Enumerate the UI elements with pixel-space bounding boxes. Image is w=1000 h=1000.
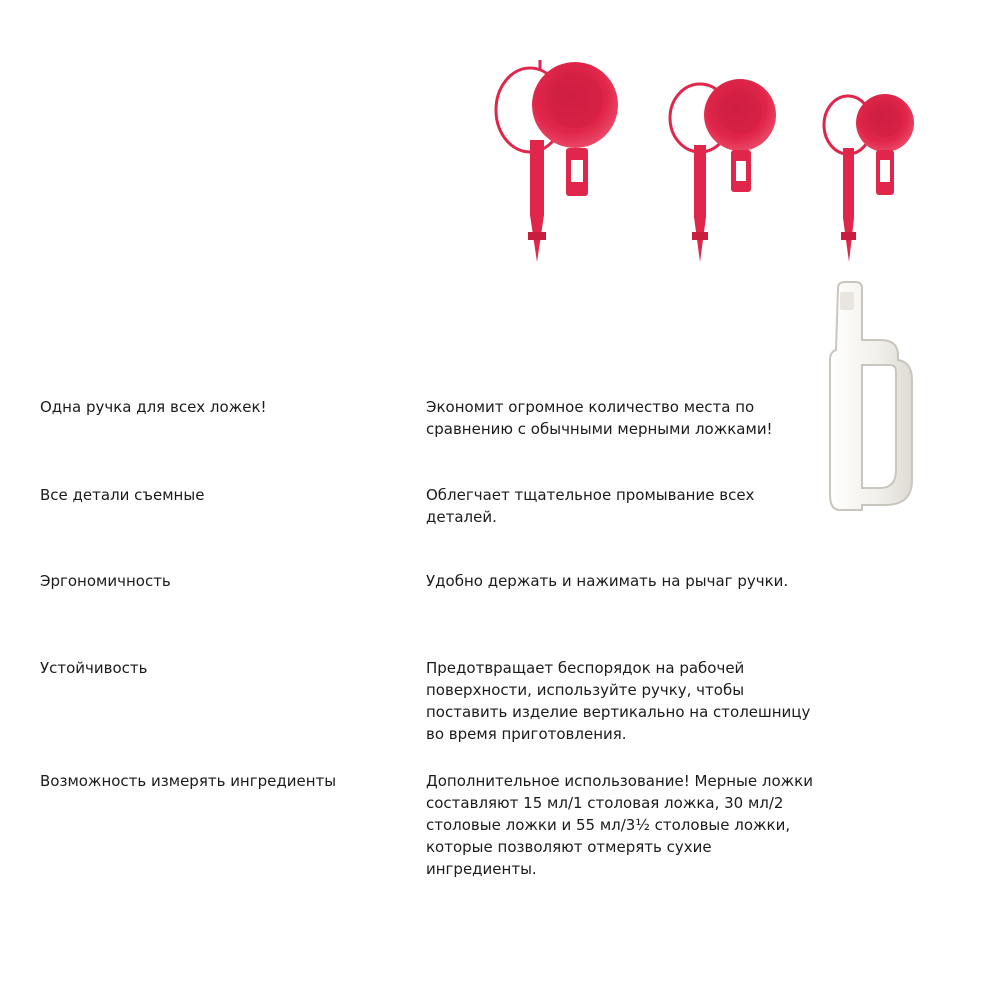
feature-text: Эргономичность	[40, 572, 171, 590]
benefit-text: Экономит огромное количество места по сравнению с обычными мерными ложками!	[426, 398, 773, 438]
feature-text: Все детали съемные	[40, 486, 205, 504]
benefit-text: Дополнительное использование! Мерные ложки составляют 15 мл/1 столовая ложка, 30 мл/2 столовые ложки и 55 мл/3½ столовые ложки, которые позволяют отмерять сухие ингредиенты.	[426, 772, 813, 878]
benefit-text: Облегчает тщательное промывание всех деталей.	[426, 486, 755, 526]
feature-text: Одна ручка для всех ложек!	[40, 398, 267, 416]
feature-text: Устойчивость	[40, 659, 148, 677]
handle-icon	[830, 282, 912, 510]
large-spoon-icon	[496, 60, 618, 262]
small-spoon-icon	[824, 94, 914, 262]
feature-text: Возможность измерять ингредиенты	[40, 772, 337, 790]
medium-spoon-icon	[670, 79, 776, 262]
benefit-text: Предотвращает беспорядок на рабочей поверхности, используйте ручку, чтобы поставить изделие вертикально на столешницу во время приготовления.	[426, 659, 811, 743]
benefit-text: Удобно держать и нажимать на рычаг ручки.	[426, 572, 789, 590]
